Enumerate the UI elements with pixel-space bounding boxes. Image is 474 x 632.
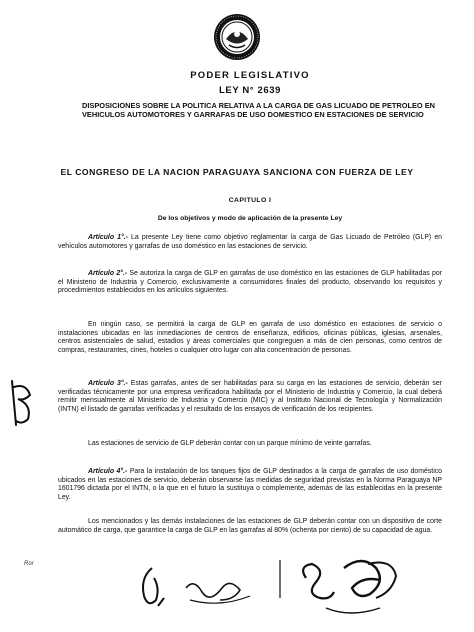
article-number: Artículo 1°.- xyxy=(88,234,128,241)
chapter-label: CAPITULO I xyxy=(228,197,272,204)
legislative-power-heading: PODER LEGISLATIVO xyxy=(190,70,310,81)
paragraph-text: Los mencionados y las demás instalaciones de las estaciones de GLP deberán contar con un dispositivo de corte automático de carga, que garantice la carga de GLP en las garrafas al 80% (ochenta por ciento) de su capacidad de agua. xyxy=(58,518,442,534)
article-number: Artículo 4°.- xyxy=(88,468,128,475)
article-2-paragraph-2 xyxy=(58,321,442,355)
article-3 xyxy=(58,380,442,414)
article-2 xyxy=(58,270,442,296)
article-text: Para la instalación de los tanques fijos de GLP destinados a la carga de garrafas de uso doméstico ubicados en las estaciones de servicio, deberán observarse las medidas de seguridad previstas en la Norma Paraguaya NP 1601796 dictada por el INTN, o la que en el futuro la sustituya o complemente, además de las establecidas en la presente Ley. xyxy=(58,468,442,501)
article-number: Artículo 3°.- xyxy=(88,380,128,387)
margin-handwritten-mark xyxy=(4,375,38,435)
sanction-statement: EL CONGRESO DE LA NACION PARAGUAYA SANCIONA CON FUERZA DE LEY xyxy=(60,167,414,177)
article-text: Se autoriza la carga de GLP en garrafas de uso doméstico en las estaciones de GLP habilitadas por el Ministerio de Industria y Comercio, exclusivamente a consumidores finales del producto, observando los requisitos y procedimientos establecidos en los artículos siguientes. xyxy=(58,270,442,295)
national-seal xyxy=(212,12,262,62)
paragraph-text: Las estaciones de servicio de GLP deberán contar con un parque mínimo de veinte garrafas. xyxy=(88,440,372,447)
footer-initials: Ror xyxy=(24,561,34,567)
law-number: LEY N° 2639 xyxy=(219,85,281,96)
article-4-paragraph-2 xyxy=(58,518,442,535)
article-text: La presente Ley tiene como objetivo reglamentar la carga de Gas Licuado de Petróleo (GLP) en vehículos automotores y garrafas de uso doméstico en las estaciones de servicio. xyxy=(58,234,442,250)
chapter-subtitle: De los objetivos y modo de aplicación de la presente Ley xyxy=(157,215,343,222)
article-1 xyxy=(58,234,442,251)
article-3-paragraph-2 xyxy=(58,440,442,449)
law-title: DISPOSICIONES SOBRE LA POLITICA RELATIVA A LA CARGA DE GAS LICUADO DE PETROLEO EN VEHICULOS AUTOMOTORES Y GARRAFAS DE USO DOMESTICO EN ESTACIONES DE SERVICIO xyxy=(82,101,435,119)
article-number: Artículo 2°.- xyxy=(88,270,128,277)
signatures xyxy=(130,548,450,628)
article-text: Estas garrafas, antes de ser habilitadas para su carga en las estaciones de servicio, deberán ser verificadas técnicamente por una empresa verificadora habilitada por el Ministerio de Industria y Comercio, la cual deberá remitir mensualmente al Ministerio de Industria y Comercio (MIC) y al Instituto Nacional de Tecnología y Normalización (INTN) el listado de garrafas verificadas y el resultado de los ensayos de verificación de los recipientes. xyxy=(58,380,442,413)
article-4 xyxy=(58,468,442,502)
paragraph-text: En ningún caso, se permitirá la carga de GLP en garrafa de uso doméstico en estaciones de servicio o instalaciones ubicadas en las inmediaciones de centros de enseñanza, edificios, oficinas públicas, iglesias, arsenales, centros asistenciales de salud, estadios y áreas comerciales que congreguen a más de cien personas, como centros de compras, restaurantes, cines, hoteles o cualquier otro lugar con alta concentración de personas. xyxy=(58,321,442,354)
